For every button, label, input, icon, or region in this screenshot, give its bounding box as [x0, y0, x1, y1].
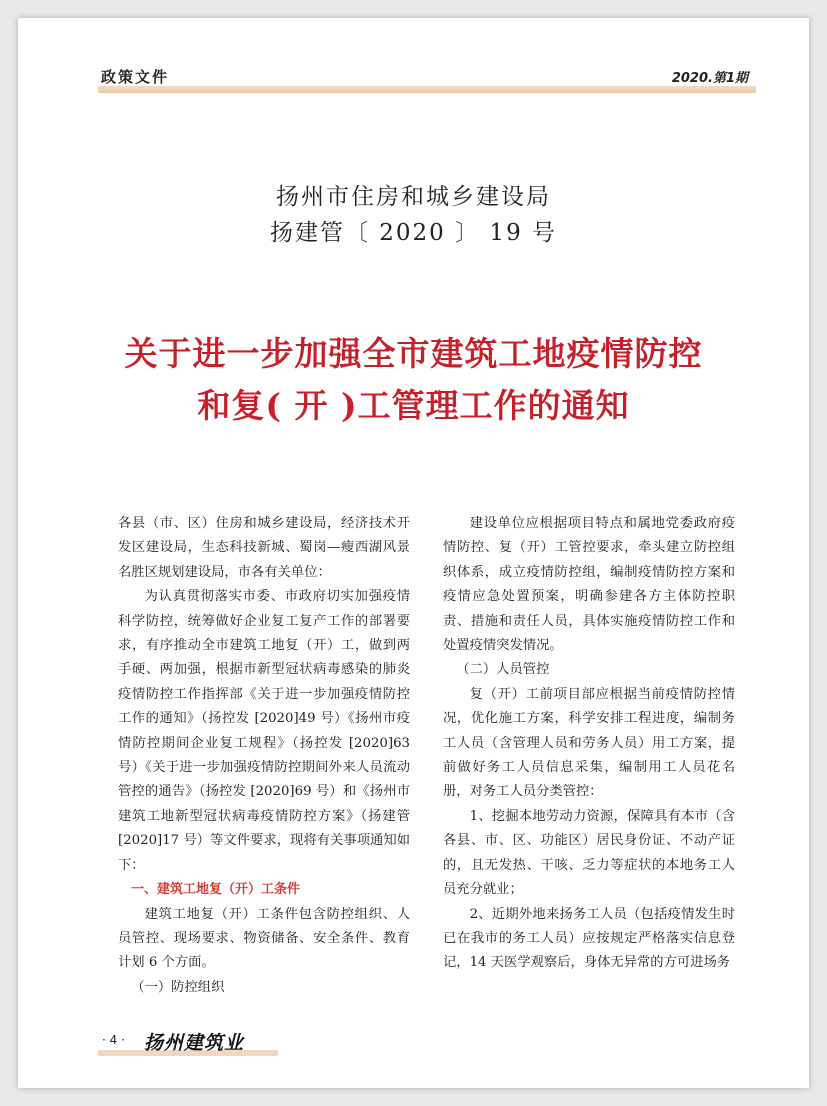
document-page [18, 18, 809, 1088]
page-header [98, 64, 756, 92]
issuer-name: 扬州市住房和城乡建设局 [276, 184, 551, 210]
addressee: 各县（市、区）住房和城乡建设局，经济技术开发区建设局，生态科技新城、蜀岗—瘦西湖风景名胜区规划建设局，市各有关单位： [118, 516, 410, 580]
subsection-1-heading: （一）防控组织 [131, 979, 225, 995]
left-column [118, 512, 410, 1000]
intro-paragraph: 为认真贯彻落实市委、市政府切实加强疫情科学防控，统筹做好企业复工复产工作的部署要求，有序推动全市建筑工地复（开）工，做到两手硬、两加强，根据市新型冠状病毒感染的肺炎疫情防控工作指挥部《关于进一步加强疫情防控工作的通知》（扬控发 [2020]49 号）《扬州市疫情防控期间企业复工规程》（扬控发 [2020]63 号）《关于进一步加强疫情防控期间外来人员流动管控的通告》（扬控发 [2020]69 号）和《扬州市建筑工地新型冠状病毒疫情防控方案》（扬建管 [2020]17 号）等文件要求，现将有关事项通知如下： [118, 589, 410, 873]
page-number: · 4 · [102, 1033, 125, 1047]
header-rule [98, 86, 756, 93]
magazine-logo: 扬州建筑业 [144, 1032, 245, 1054]
list-item-2: 2、近期外地来扬务工人员（包括疫情发生时已在我市的务工人员）应按规定严格落实信息登记，14 天医学观察后，身体无异常的方可进场务 [443, 906, 735, 971]
header-section-label: 政策文件 [101, 68, 170, 86]
right-column [443, 512, 735, 976]
subsection-2-text: 复（开）工前项目部应根据当前疫情防控情况，优化施工方案，科学安排工程进度，编制务工人员（含管理人员和劳务人员）用工方案，提前做好务工人员信息采集，编制用工人员花名册，对务工人员分类管控： [443, 686, 735, 800]
document-number: 扬建管〔 2020 〕 19 号 [269, 220, 558, 246]
title-line-2: 和复( 开 )工管理工作的通知 [197, 386, 630, 425]
section-1-heading: 一、建筑工地复（开）工条件 [131, 882, 301, 898]
title-line-1: 关于进一步加强全市建筑工地疫情防控 [124, 334, 703, 373]
section-1-text: 建筑工地复（开）工条件包含防控组织、人员管控、现场要求、物资储备、安全条件、教育计划 6 个方面。 [118, 906, 410, 971]
page-footer [98, 1030, 298, 1060]
list-item-1: 1、挖掘本地劳动力资源，保障具有本市（含各县、市、区、功能区）居民身份证、不动产证的，且无发热、干咳、乏力等症状的本地务工人员充分就业； [443, 808, 735, 898]
subsection-1-text: 建设单位应根据项目特点和属地党委政府疫情防控、复（开）工管控要求，牵头建立防控组织体系，成立疫情防控组，编制疫情防控方案和疫情应急处置预案，明确参建各方主体防控职责、措施和责任人员，具体实施疫情防控工作和处置疫情突发情况。 [443, 516, 735, 654]
header-issue-label: 2020.第1期 [671, 71, 748, 86]
subsection-2-heading: （二）人员管控 [456, 662, 550, 678]
